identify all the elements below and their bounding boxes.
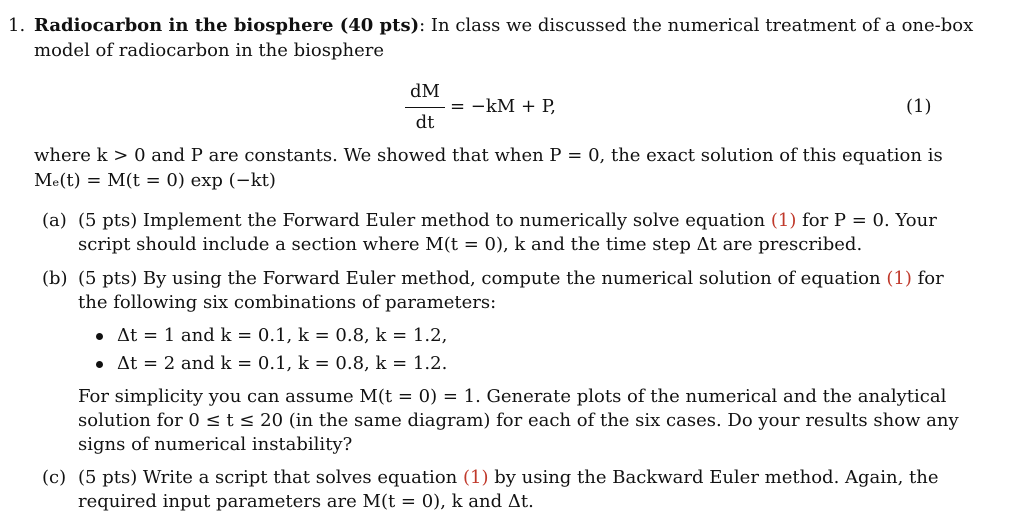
part-a-line2: script should include a section where M(t = 0), k and the time step Δt are prescribed. <box>78 234 863 255</box>
equation-reference-link[interactable]: (1) <box>886 268 912 289</box>
part-b-label: (b) <box>42 268 68 289</box>
equation-numerator: dM <box>410 81 440 102</box>
part-b-line2: the following six combinations of parameters: <box>78 292 497 313</box>
equation-tag: (1) <box>906 96 932 117</box>
part-a-line1 <box>78 209 937 233</box>
equation-fraction <box>405 80 445 135</box>
equation-denominator: dt <box>415 112 435 133</box>
problem-number: 1. <box>8 15 26 36</box>
problem-intro-line1: : In class we discussed the numerical treatment of a one-box <box>419 15 974 36</box>
problem-intro-line2: model of radiocarbon in the biosphere <box>34 40 384 61</box>
bullet-icon <box>96 333 103 340</box>
bullet-text: Δt = 2 and k = 0.1, k = 0.8, k = 1.2. <box>117 353 448 374</box>
bullet-icon <box>96 361 103 368</box>
equation-reference-link[interactable]: (1) <box>462 467 489 488</box>
equation-rhs: = −kM + P, <box>450 96 556 117</box>
bullet-item <box>96 352 447 376</box>
part-b-para-line2: solution for 0 ≤ t ≤ 20 (in the same diagram) for each of the six cases. Do your results show any <box>78 410 959 431</box>
part-c-label: (c) <box>42 467 67 488</box>
problem-title: Radiocarbon in the biosphere (40 pts) <box>34 15 420 36</box>
part-b-line1-pre: (5 pts) By using the Forward Euler method, compute the numerical solution of equation <box>78 268 881 289</box>
part-b-line1 <box>78 267 944 291</box>
part-a-line1-post: for P = 0. Your <box>802 210 937 231</box>
part-b-para-line3: signs of numerical instability? <box>78 434 353 455</box>
part-c-line2: required input parameters are M(t = 0), k and Δt. <box>78 491 534 512</box>
bullet-text: Δt = 1 and k = 0.1, k = 0.8, k = 1.2, <box>117 325 448 346</box>
part-c-line1-pre: (5 pts) Write a script that solves equation <box>78 467 458 488</box>
bullet-item <box>96 324 447 348</box>
part-a-label: (a) <box>42 210 67 231</box>
part-a-line1-pre: (5 pts) Implement the Forward Euler method to numerically solve equation <box>78 210 766 231</box>
part-c-line1 <box>78 466 939 490</box>
paragraph-line2: Mₑ(t) = M(t = 0) exp (−kt) <box>34 170 276 191</box>
part-b-para-line1: For simplicity you can assume M(t = 0) = 1. Generate plots of the numerical and the analytical <box>78 386 947 407</box>
problem-heading <box>34 14 973 38</box>
fraction-bar <box>405 107 445 108</box>
part-b-line1-post: for <box>917 268 944 289</box>
part-c-line1-post: by using the Backward Euler method. Again, the <box>494 467 939 488</box>
equation-reference-link[interactable]: (1) <box>770 210 797 231</box>
paragraph-line1: where k > 0 and P are constants. We showed that when P = 0, the exact solution of this equation is <box>34 145 943 166</box>
